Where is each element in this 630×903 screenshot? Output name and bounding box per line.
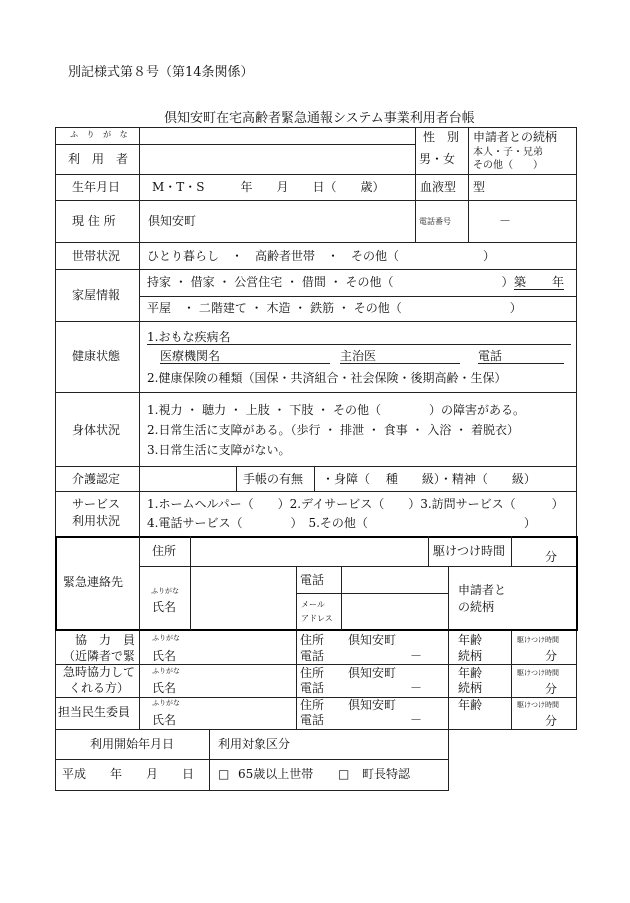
- helper2-name-label: 氏名: [152, 681, 177, 695]
- housing-years-label: 年: [528, 276, 564, 290]
- emergency-address-label: 住所: [152, 544, 177, 558]
- helper2-rush-label: 駆けつけ時間: [517, 669, 559, 677]
- emergency-name-label: 氏名: [152, 600, 177, 614]
- commissioner-phone-label: 電話: [300, 713, 325, 727]
- emergency-rush-time-label: 駆けつけ時間: [433, 544, 506, 558]
- emergency-email-field[interactable]: [342, 594, 447, 629]
- body-status-line2[interactable]: 2.日常生活に支障がある。（歩行 ・ 排泄 ・ 食事 ・ 入浴 ・ 着脱衣）: [147, 423, 519, 437]
- commissioner-address-value[interactable]: 倶知安町: [348, 698, 397, 712]
- checkbox-65-icon[interactable]: □: [218, 767, 230, 781]
- category-label: 利用対象区分: [218, 737, 291, 751]
- emergency-phone-field[interactable]: [342, 567, 447, 592]
- furigana-label: ふ り が な: [70, 130, 131, 139]
- services-line2[interactable]: 4.電話サービス（ ） 5.その他（ ）: [147, 516, 536, 530]
- services-label-2: 利用状況: [72, 514, 121, 528]
- sex-label: 性 別: [423, 130, 460, 144]
- helper-label-4: くれる方）: [69, 681, 130, 695]
- handbook-label: 手帳の有無: [243, 472, 304, 486]
- relation-label: 申請者との続柄: [473, 130, 558, 144]
- birth-value[interactable]: M・T・S 年 月 日（ 歳）: [152, 180, 385, 194]
- helper1-address-value[interactable]: 倶知安町: [348, 633, 397, 647]
- household-value[interactable]: ひとり暮らし ・ 高齢者世帯 ・ その他（ ）: [147, 249, 496, 263]
- helper-label-1: 協 力 員: [75, 633, 136, 647]
- blood-type-label: 血液型: [420, 180, 457, 194]
- option-65-label: 65歳以上世帯: [238, 767, 314, 781]
- housing-built-label: 築: [514, 275, 527, 289]
- commissioner-name-label: 氏名: [152, 713, 177, 727]
- commissioner-rush-label: 駆けつけ時間: [517, 701, 559, 709]
- commissioner-address-label: 住所: [300, 698, 325, 712]
- emergency-furigana-label: ふりがな: [151, 587, 179, 595]
- form-title: 倶知安町在宅高齢者緊急通報システム事業利用者台帳: [164, 111, 475, 126]
- housing-label: 家屋情報: [72, 288, 121, 302]
- checkbox-mayor-icon[interactable]: □: [338, 767, 350, 781]
- helper2-relation-label: 続柄: [458, 681, 483, 695]
- phone-number-label: 電話番号: [419, 217, 451, 226]
- phone-number-value[interactable]: －: [499, 214, 512, 228]
- user-name-field[interactable]: [140, 145, 415, 174]
- emergency-contact-label: 緊急連絡先: [63, 575, 124, 589]
- health-label: 健康状態: [72, 349, 121, 363]
- commissioner-minutes[interactable]: 分: [545, 714, 558, 728]
- emergency-relation-label-2: の続柄: [458, 600, 495, 614]
- housing-ownership[interactable]: 持家 ・ 借家 ・ 公営住宅 ・ 借間 ・ その他（ ）: [147, 275, 514, 289]
- doctor-field[interactable]: 主治医: [340, 350, 460, 364]
- commissioner-furigana-label: ふりがな: [152, 699, 180, 707]
- housing-structure[interactable]: 平屋 ・ 二階建て ・ 木造 ・ 鉄筋 ・ その他（ ）: [147, 301, 522, 315]
- helper1-name-label: 氏名: [152, 649, 177, 663]
- helper1-minutes[interactable]: 分: [545, 649, 558, 663]
- helper1-address-label: 住所: [300, 633, 325, 647]
- emergency-relation-label-1: 申請者と: [458, 583, 507, 597]
- emergency-mail-label-2: アドレス: [301, 614, 333, 623]
- insurance-type[interactable]: 2.健康保険の種類（国保・共済組合・社会保険・後期高齢・生保）: [147, 371, 507, 385]
- helper2-furigana-label: ふりがな: [152, 667, 180, 675]
- body-status-line3[interactable]: 3.日常生活に支障がない。: [147, 443, 291, 457]
- commissioner-phone-value[interactable]: －: [410, 713, 423, 727]
- relation-options[interactable]: 本人・子・兄弟: [473, 147, 543, 158]
- helper-label-2: （近隣者で緊: [63, 649, 136, 663]
- address-value[interactable]: 倶知安町: [148, 214, 197, 228]
- option-mayor-label: 町長特認: [362, 767, 411, 781]
- emergency-phone-label: 電話: [300, 573, 325, 587]
- medical-institution-field[interactable]: 医療機関名: [160, 350, 330, 364]
- care-certification-label: 介護認定: [72, 472, 121, 486]
- helper1-age-label: 年齢: [458, 633, 483, 647]
- helper2-age-label: 年齢: [458, 666, 483, 680]
- birth-label: 生年月日: [72, 180, 121, 194]
- helper-label-3: 急時協力して: [63, 665, 136, 679]
- services-line1[interactable]: 1.ホームヘルパー（ ）2.デイサービス（ ）3.訪問サービス（ ）: [147, 497, 564, 511]
- form-reference: 別記様式第８号（第14条関係）: [68, 65, 254, 80]
- disease-name-field[interactable]: 1.おもな疾病名: [147, 331, 571, 345]
- helper1-phone-label: 電話: [300, 649, 325, 663]
- helper1-phone-value[interactable]: －: [410, 649, 423, 663]
- start-date-label: 利用開始年月日: [90, 737, 175, 751]
- emergency-address-field[interactable]: [191, 538, 427, 565]
- user-name-label: 利 用 者: [68, 152, 129, 166]
- commissioner-age-label: 年齢: [458, 698, 483, 712]
- helper2-phone-value[interactable]: －: [410, 681, 423, 695]
- helper1-furigana-label: ふりがな: [152, 634, 180, 642]
- helper1-rush-label: 駆けつけ時間: [517, 636, 559, 644]
- address-label: 現 住 所: [72, 214, 116, 228]
- start-date-value[interactable]: 平成 年 月 日: [62, 767, 195, 781]
- household-label: 世帯状況: [72, 249, 121, 263]
- commissioner-label: 担当民生委員: [58, 705, 131, 719]
- blood-type-value[interactable]: 型: [473, 180, 486, 194]
- doctor-phone-field[interactable]: 電話: [478, 350, 564, 364]
- helper1-relation-label: 続柄: [458, 649, 483, 663]
- handbook-value[interactable]: ・身障（ 種 級）・精神（ 級）: [322, 472, 536, 486]
- helper2-minutes[interactable]: 分: [545, 682, 558, 696]
- helper2-address-value[interactable]: 倶知安町: [348, 666, 397, 680]
- helper2-phone-label: 電話: [300, 681, 325, 695]
- furigana-field[interactable]: [140, 128, 415, 144]
- body-status-line1[interactable]: 1.視力 ・ 聴力 ・ 上肢 ・ 下肢 ・ その他（ ）の障害がある。: [147, 403, 525, 417]
- relation-other[interactable]: その他（ ）: [473, 160, 543, 171]
- sex-options[interactable]: 男・女: [419, 152, 456, 166]
- helper2-address-label: 住所: [300, 666, 325, 680]
- emergency-name-field[interactable]: [191, 567, 295, 629]
- emergency-mail-label-1: メール: [301, 600, 325, 609]
- emergency-minutes[interactable]: 分: [545, 550, 558, 564]
- services-label-1: サービス: [72, 497, 121, 511]
- body-status-label: 身体状況: [72, 423, 121, 437]
